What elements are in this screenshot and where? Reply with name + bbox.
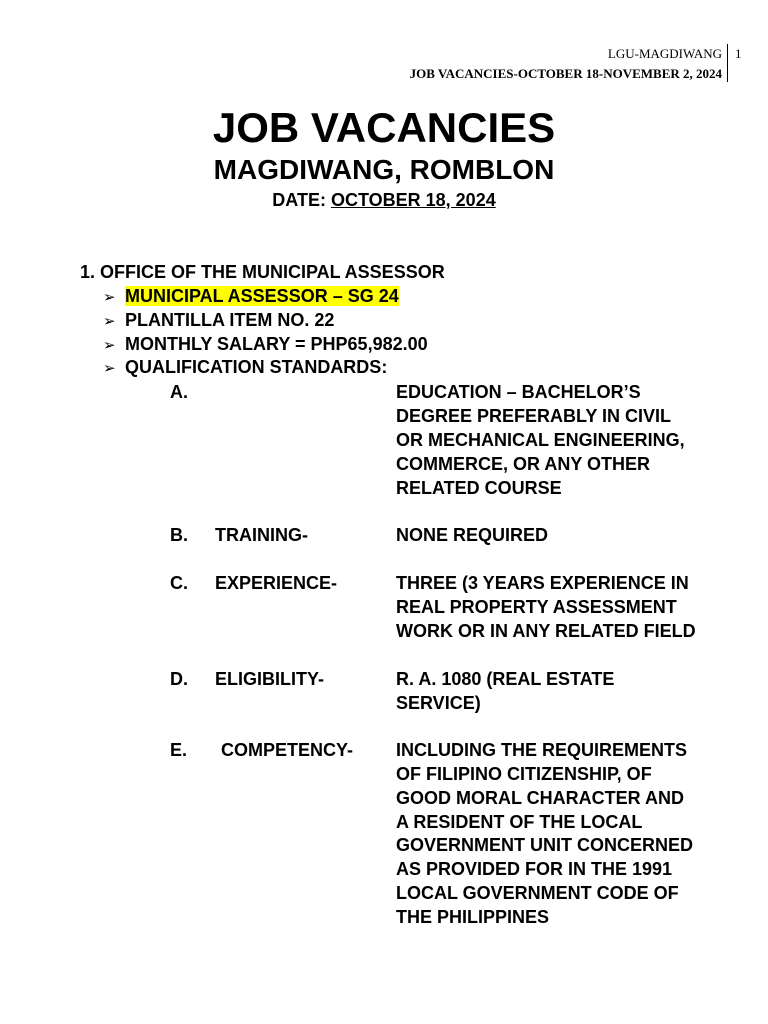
standard-letter-d: D. bbox=[170, 669, 188, 689]
standard-letter-e: E. bbox=[170, 740, 188, 760]
date-line bbox=[0, 190, 768, 211]
arrow-bullet-icon: ➢ bbox=[103, 337, 116, 354]
office-heading: 1. OFFICE OF THE MUNICIPAL ASSESSOR bbox=[80, 262, 445, 282]
eligibility-label: ELIGIBILITY- bbox=[215, 669, 325, 689]
education-line: DEGREE PREFERABLY IN CIVIL bbox=[396, 406, 672, 426]
arrow-bullet-icon: ➢ bbox=[103, 360, 116, 377]
bullet-plantilla bbox=[103, 310, 334, 331]
competency-line: GOOD MORAL CHARACTER AND bbox=[396, 788, 684, 808]
competency-line: OF FILIPINO CITIZENSHIP, OF bbox=[396, 764, 652, 784]
experience-line: THREE (3 YEARS EXPERIENCE IN bbox=[396, 573, 689, 593]
experience-line: REAL PROPERTY ASSESSMENT bbox=[396, 597, 677, 617]
competency-line: THE PHILIPPINES bbox=[396, 907, 550, 927]
eligibility-line: R. A. 1080 (REAL ESTATE bbox=[396, 669, 615, 689]
qualification-heading: QUALIFICATION STANDARDS: bbox=[125, 357, 388, 377]
page-title: JOB VACANCIES bbox=[212, 104, 556, 151]
location-title: MAGDIWANG, ROMBLON bbox=[213, 154, 555, 185]
competency-line: AS PROVIDED FOR IN THE 1991 bbox=[396, 859, 673, 879]
competency-line: LOCAL GOVERNMENT CODE OF bbox=[396, 883, 679, 903]
bullet-qualification bbox=[103, 357, 387, 378]
header-divider bbox=[727, 44, 728, 82]
bullet-position bbox=[103, 286, 399, 307]
competency-line: GOVERNMENT UNIT CONCERNED bbox=[396, 835, 694, 855]
header-org: LGU-MAGDIWANG bbox=[607, 46, 722, 61]
standard-letter-a: A. bbox=[170, 382, 188, 402]
bullet-salary bbox=[103, 334, 428, 355]
eligibility-line: SERVICE) bbox=[396, 693, 481, 713]
salary-text: MONTHLY SALARY = PHP65,982.00 bbox=[125, 334, 428, 354]
header-subtitle: JOB VACANCIES-OCTOBER 18-NOVEMBER 2, 2024 bbox=[409, 66, 722, 81]
standard-letter-b: B. bbox=[170, 525, 188, 545]
date-value: OCTOBER 18, 2024 bbox=[330, 190, 496, 210]
education-line: EDUCATION – BACHELOR’S bbox=[396, 382, 641, 402]
education-line: COMMERCE, OR ANY OTHER bbox=[396, 454, 651, 474]
experience-label: EXPERIENCE- bbox=[215, 573, 338, 593]
arrow-bullet-icon: ➢ bbox=[103, 313, 116, 330]
competency-line: INCLUDING THE REQUIREMENTS bbox=[396, 740, 688, 760]
plantilla-text: PLANTILLA ITEM NO. 22 bbox=[125, 310, 335, 330]
education-line: OR MECHANICAL ENGINEERING, bbox=[396, 430, 685, 450]
standard-letter-c: C. bbox=[170, 573, 188, 593]
competency-line: A RESIDENT OF THE LOCAL bbox=[396, 812, 643, 832]
position-title: MUNICIPAL ASSESSOR – SG 24 bbox=[125, 286, 399, 306]
education-line: RELATED COURSE bbox=[396, 478, 562, 498]
arrow-bullet-icon: ➢ bbox=[103, 289, 116, 306]
experience-line: WORK OR IN ANY RELATED FIELD bbox=[396, 621, 696, 641]
training-label: TRAINING- bbox=[215, 525, 308, 545]
page-number: 1 bbox=[735, 46, 742, 61]
competency-label: COMPETENCY- bbox=[221, 740, 354, 760]
training-value: NONE REQUIRED bbox=[396, 525, 549, 545]
date-label: DATE: bbox=[272, 190, 326, 210]
